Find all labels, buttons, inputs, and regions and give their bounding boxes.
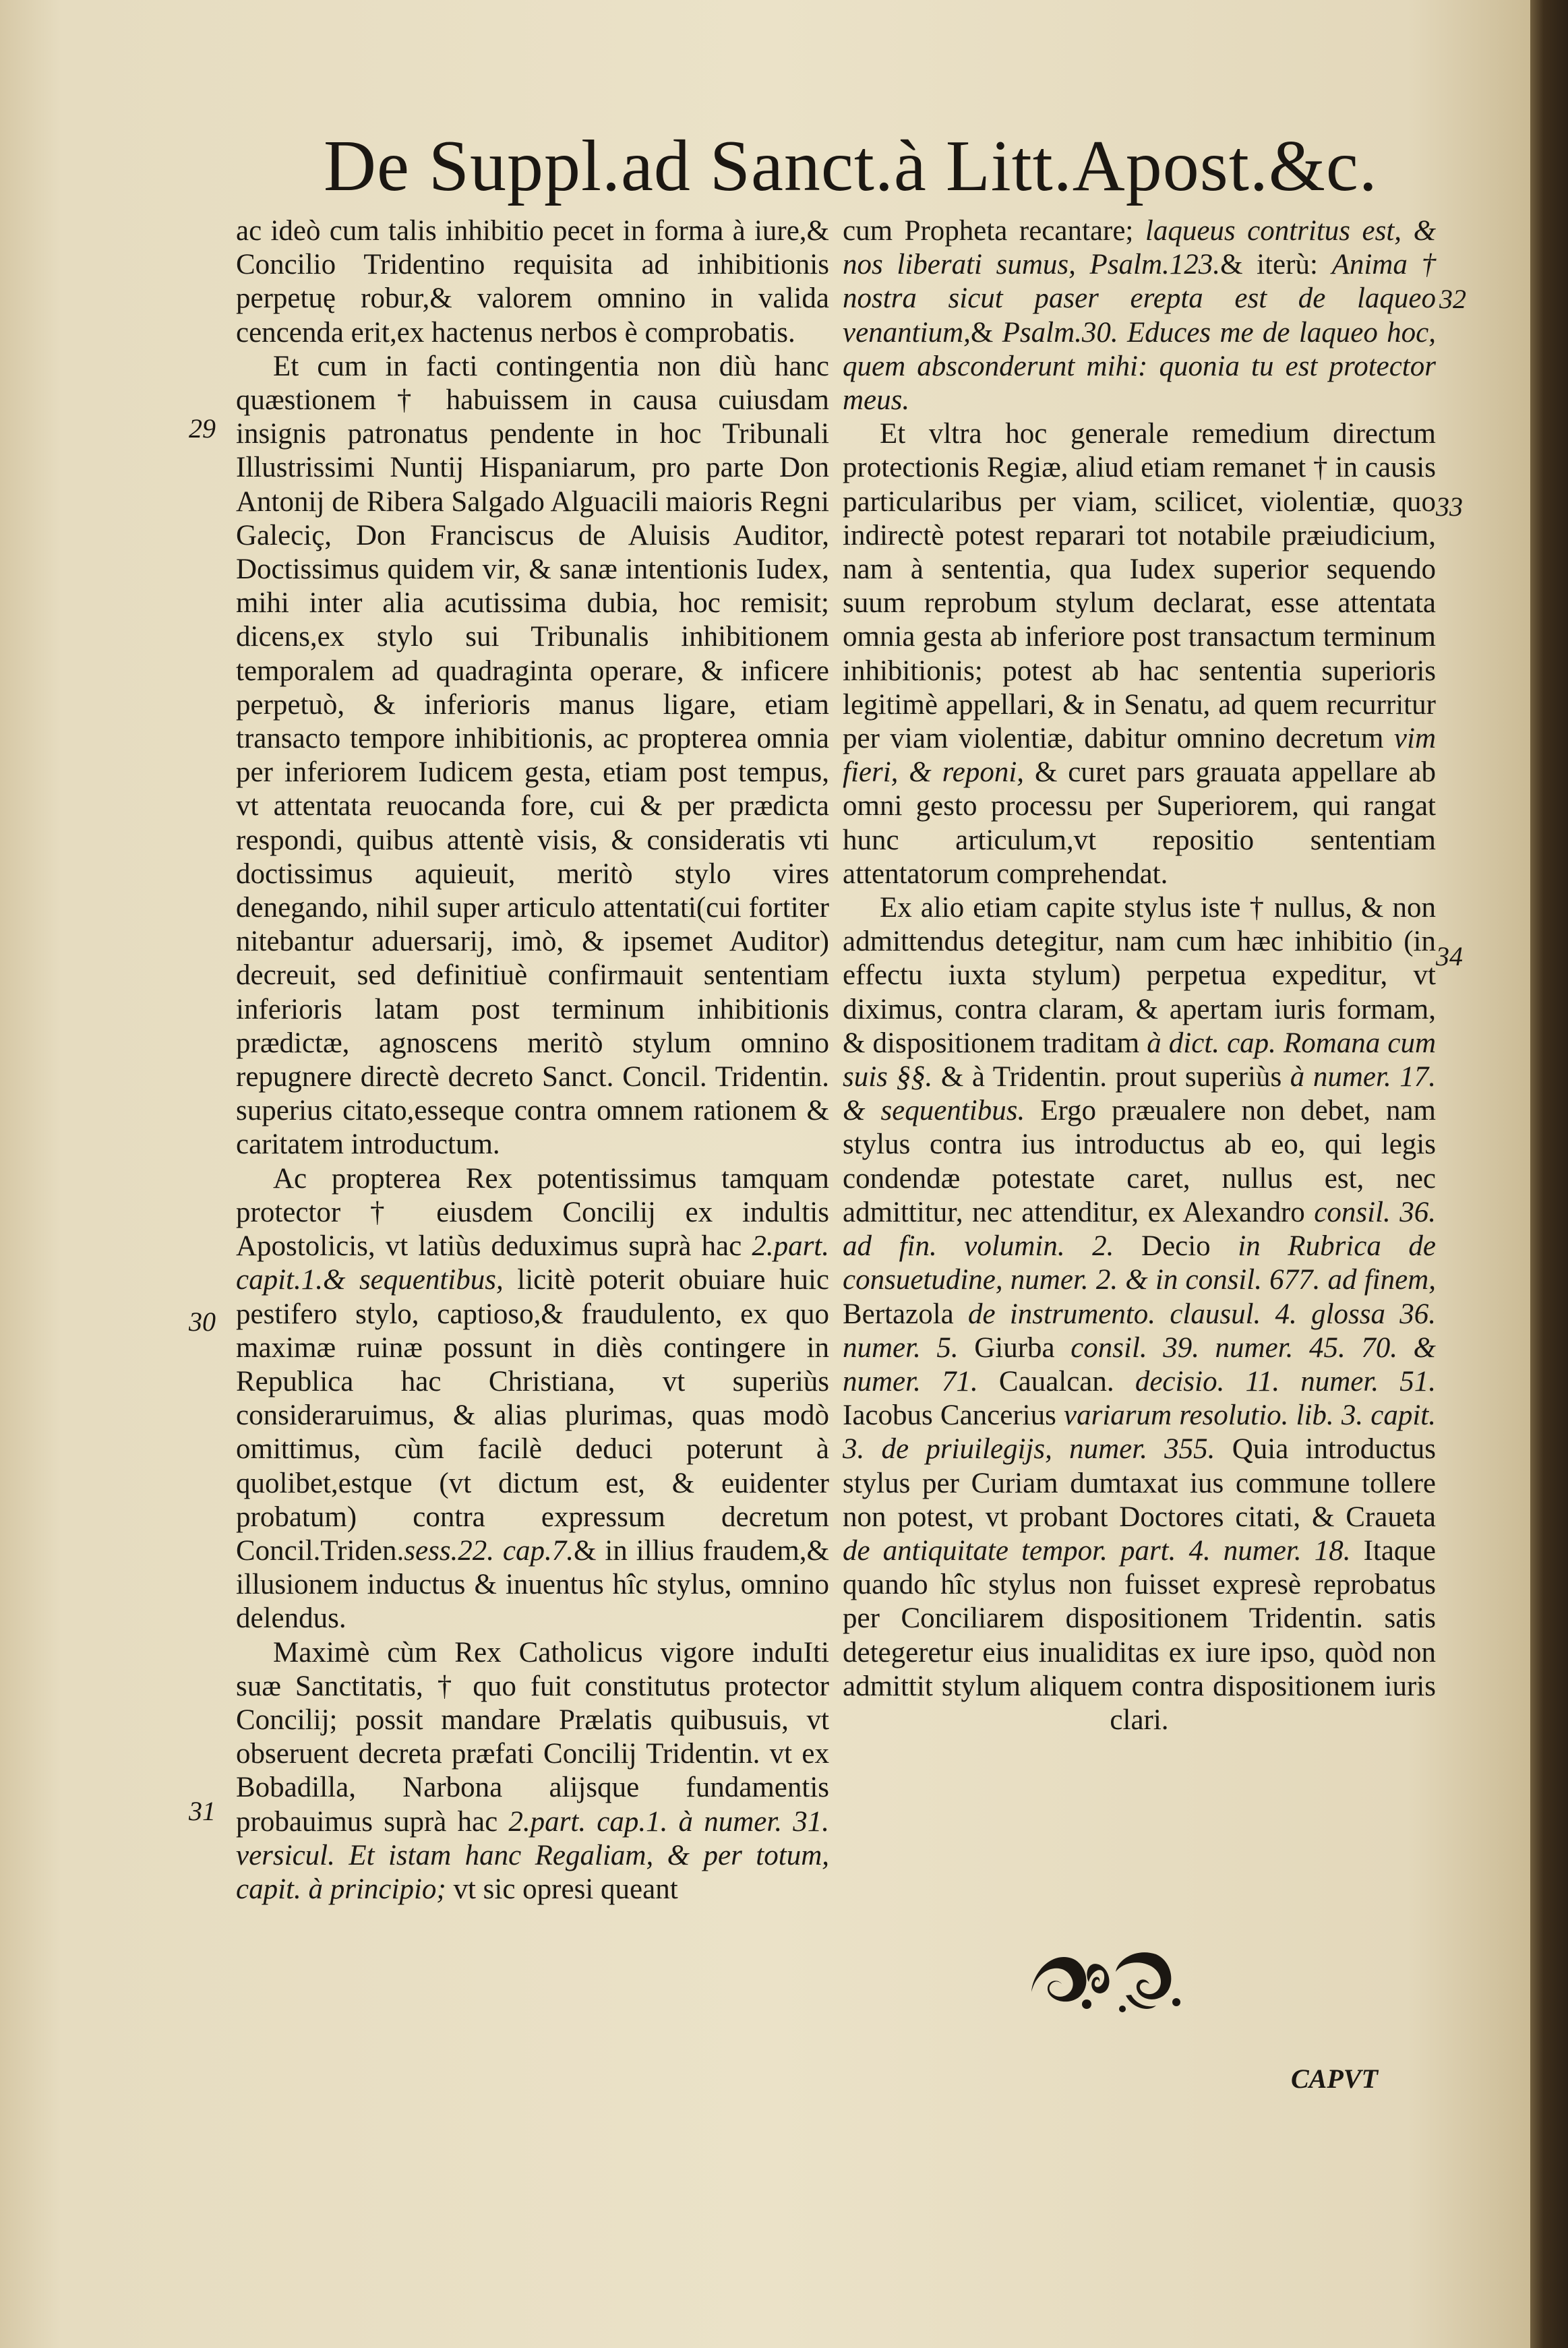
quotation: laqueus contritus est, & nos liberati sumus, Psalm.123. xyxy=(843,215,1437,281)
citation: à dict. cap. Romana cum suis §§. xyxy=(843,1027,1437,1093)
paragraph: Ac propterea Rex potentissimus tamquam protector † eiusdem Concilij ex indultis Apostolicis, vt latiùs deduximus suprà hac 2.part. capit.1.& sequentibus, licitè poterit obuiare huic pestifero stylo, captioso,& fraudulento, ex quo maximæ ruinæ possunt in diès contingere in Republica hac Christiana, vt superiùs consideraruimus, & alias plurimas, quas modò omittimus, cùm facilè deduci poterunt à quolibet,estque (vt dictum est, & euidenter probatum) contra expressum decretum Concil.Triden.sess.22. cap.7.& in illius fraudem,& illusionem inductus & inuentus hîc stylus, omnino delendus. xyxy=(236,1162,829,1635)
citation: decisio. 11. numer. 51. xyxy=(1135,1365,1436,1397)
paragraph: Et cum in facti contingentia non diù hanc quæstionem † habuissem in causa cuiusdam insignis patronatus pendente in hoc Tribunali Illustrissimi Nuntij Hispaniarum, pro parte Don Antonij de Ribera Salgado Alguacili maioris Regni Galeciç, Don Franciscus de Aluisis Auditor, Doctissimus quidem vir, & sanæ intentionis Iudex, mihi inter alia acutissima dubia, hoc remisit; dicens,ex stylo sui Tribunalis inhibitionem temporalem ad quadraginta operare, & inficere perpetuò, & inferioris manus ligare, etiam transacto tempore inhibitionis, ac propterea omnia per inferiorem Iudicem gesta, etiam post tempus, vt attentata reuocanda fore, cui & per prædicta respondi, quibus attentè visis, & consideratis vti doctissimus aquieuit, meritò stylo vires denegando, nihil super articulo attentati(cui fortiter nitebantur aduersarij, imò, & ipsemet Auditor) decreuit, sed definitiuè confirmauit sententiam inferioris latam post terminum inhibitionis prædictæ, agnoscens meritò stylum omnino repugnere directè decreto Sanct. Concil. Tridentin. superius citato,esseque contra omnem rationem & caritatem introductum. xyxy=(236,350,829,1161)
paragraph: ac ideò cum talis inhibitio pecet in forma à iure,& Concilio Tridentino requisita ad inhibitionis perpetuę robur,& valorem omnino in valida cencenda erit,ex hactenus nerbos è comprobatis. xyxy=(236,215,829,349)
quotation: vim fieri, & reponi, xyxy=(843,723,1436,789)
citation: in Rubrica de consuetudine, numer. 2. & in consil. 677. ad finem, xyxy=(843,1230,1437,1296)
quotation: Psalm.30. Educes me de laqueo hoc, quem absconderunt mihi: quonia tu est protector meus. xyxy=(843,316,1437,417)
left-column xyxy=(236,214,829,1906)
margin-number: 30 xyxy=(189,1306,216,1337)
citation: variarum resolutio. lib. 3. capit. 3. de priuilegijs, numer. 355. xyxy=(843,1399,1436,1466)
citation: sess.22. cap.7. xyxy=(404,1534,574,1567)
catchword: CAPVT xyxy=(1291,2064,1378,2094)
citation: de instrumento. clausul. 4. glossa 36. numer. 5. xyxy=(843,1298,1436,1364)
margin-number: 29 xyxy=(189,413,216,444)
citation: consil. 36. ad fin. volumin. 2. xyxy=(843,1196,1437,1263)
right-column xyxy=(843,214,1436,1737)
book-fore-edge xyxy=(1530,0,1568,2348)
paragraph: Ex alio etiam capite stylus iste † nullus, & non admittendus detegitur, nam cum hæc inhibitio (in effectu iuxta stylum) perpetua expeditur, vt diximus, contra claram, & apertam iuris formam, & dispositionem traditam à dict. cap. Romana cum suis §§. & à Tridentin. prout superiùs à numer. 17. & sequentibus. Ergo præualere non debet, nam stylus contra ius introductus ab eo, qui legis condendæ potestate caret, nullus est, nec admittitur, nec attenditur, ex Alexandro consil. 36. ad fin. volumin. 2. Decio in Rubrica de consuetudine, numer. 2. & in consil. 677. ad finem, Bertazola de instrumento. clausul. 4. glossa 36. numer. 5. Giurba consil. 39. numer. 45. 70. & numer. 71. Caualcan. decisio. 11. numer. 51. Iacobus Cancerius variarum resolutio. lib. 3. capit. 3. de priuilegijs, numer. 355. Quia introductus stylus per Curiam dumtaxat ius commune tollere non potest, vt probant Doctores citati, & Craueta de antiquitate tempor. part. 4. numer. 18. Itaque quando hîc stylus non fuisset expresè reprobatus per Conciliarem dispositionem Tridentin. satis detegeretur eius inualiditas ex iure ipso, quòd non admittit stylum aliquem contra dispositionem iuris clari. xyxy=(843,892,1437,1736)
margin-number: 34 xyxy=(1436,941,1463,971)
running-head: De Suppl.ad Sanct.à Litt.Apost.&c. xyxy=(324,126,1378,206)
citation: à numer. 17. & sequentibus. xyxy=(843,1061,1437,1127)
paragraph: Et vltra hoc generale remedium directum protectionis Regiæ, aliud etiam remanet † in causis particularibus per viam, scilicet, violentiæ, quo indirectè potest reparari tot notabile præiudicium, nam à sententia, qua Iudex superior sequendo suum reprobum stylum declarat, esse attentata omnia gesta ab inferiore post transactum terminum inhibitionis; potest ab hac sententia superioris legitimè appellari, & in Senatu, ad quem recurritur per viam violentiæ, dabitur omnino decretum vim fieri, & reponi, & curet pars grauata appellare ab omni gesto processu per Superiorem, qui rangat hunc articulum,vt repositio sententiam attentatorum comprehendat. xyxy=(843,418,1437,890)
printers-ornament xyxy=(1025,1945,1186,2019)
margin-number: 31 xyxy=(189,1796,216,1826)
quotation: Anima † nostra sicut paser erepta est de laqueo venantium, xyxy=(843,249,1436,349)
paragraph: Maximè cùm Rex Catholicus vigore induIti suæ Sanctitatis, † quo fuit constitutus protector Concilij; possit mandare Prælatis quibusuis, vt obseruent decreta præfati Concilij Tridentin. vt ex Bobadilla, Narbona alijsque fundamentis probauimus suprà hac 2.part. cap.1. à numer. 31. versicul. Et istam hanc Regaliam, & per totum, capit. à principio; vt sic opresi queant xyxy=(236,1636,830,1905)
citation: consil. 39. numer. 45. 70. & numer. 71. xyxy=(843,1331,1437,1397)
citation: 2.part. cap.1. à numer. 31. versicul. Et istam hanc Regaliam, & per totum, capit. à principio; xyxy=(236,1805,830,1905)
margin-number: 33 xyxy=(1436,491,1463,522)
margin-number: 32 xyxy=(1439,284,1466,314)
paragraph: cum Propheta recantare; laqueus contritus est, & nos liberati sumus, Psalm.123.& iterù: Anima † nostra sicut paser erepta est de laqueo venantium,& Psalm.30. Educes me de laqueo hoc, quem absconderunt mihi: quonia tu est protector meus. xyxy=(843,215,1437,417)
citation: de antiquitate tempor. part. 4. numer. 18. xyxy=(843,1534,1351,1567)
citation: 2.part. capit.1.& sequentibus, xyxy=(236,1230,829,1296)
